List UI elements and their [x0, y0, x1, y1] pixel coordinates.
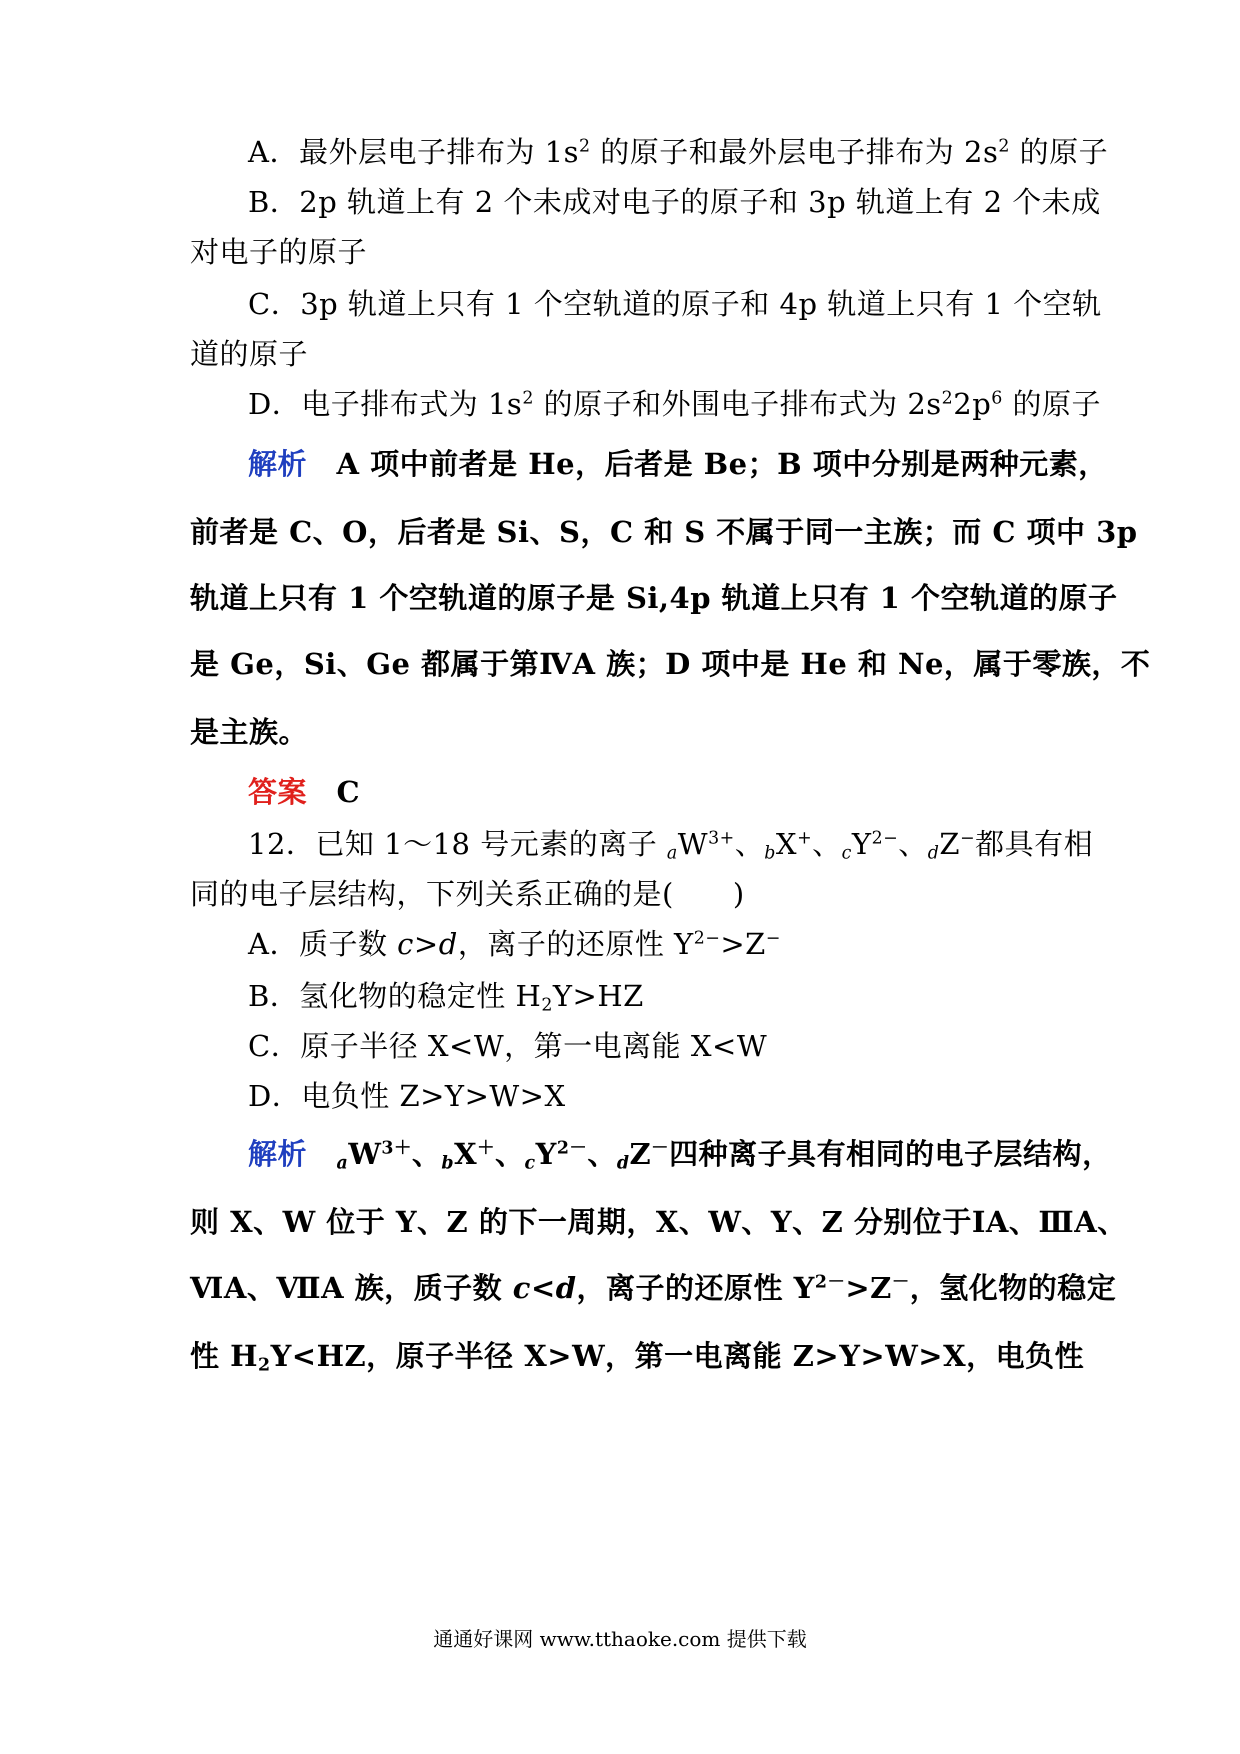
q11-analysis-line5: 是主族。 [190, 715, 309, 749]
q12-option-c: C．原子半径 X<W，第一电离能 X<W [248, 1029, 768, 1063]
analysis-label: 解析 [248, 1137, 308, 1171]
q12-analysis-line2: 则 X、W 位于 Y、Z 的下一周期，X、W、Y、Z 分别位于ⅠA、ⅢA、 [190, 1205, 1127, 1239]
page-footer: 通通好课网 www.tthaoke.com 提供下载 [433, 1627, 807, 1651]
q11-analysis-line3: 轨道上只有 1 个空轨道的原子是 Si,4p 轨道上只有 1 个空轨道的原子 [190, 581, 1118, 615]
q12-stem-line2: 同的电子层结构，下列关系正确的是( ) [190, 877, 745, 911]
q11-option-a: A．最外层电子排布为 $1s^2$ 的原子和最外层电子排布为 $2s^2$ 的原子 [248, 135, 1109, 169]
q11-analysis-line4: 是 Ge，Si、Ge 都属于第ⅣA 族；D 项中是 He 和 Ne，属于零族，不 [190, 647, 1151, 681]
answer-value: C [336, 775, 361, 809]
q11-option-b-line2: 对电子的原子 [190, 235, 368, 269]
q12-stem-line1: 12．已知 1～18 号元素的离子 $aW^{3+}$、bX+、$cY^{2-}$、dZ−都具有相 [248, 827, 1094, 864]
q12-analysis-line1: 解析 $aW^{3+}$、bX＋、$cY^{2-}$、dZ－四种离子具有相同的电子层结构， [248, 1137, 1112, 1174]
q12-option-a: A．质子数 c>d，离子的还原性 $Y^{2-}>Z^-$ [248, 927, 781, 961]
q12-analysis-line3: ⅥA、ⅦA 族，质子数 c<d，离子的还原性 $Y^{2-}>Z^-$，氢化物的稳定 [190, 1271, 1117, 1305]
q11-option-c-line1: C．3p 轨道上只有 1 个空轨道的原子和 4p 轨道上只有 1 个空轨 [248, 287, 1102, 321]
q12-option-b: B．氢化物的稳定性 $H_2Y>HZ$ [248, 979, 644, 1016]
q11-option-b-line1: B．2p 轨道上有 2 个未成对电子的原子和 3p 轨道上有 2 个未成 [248, 185, 1101, 219]
q12-option-d: D．电负性 Z>Y>W>X [248, 1079, 566, 1113]
analysis-label: 解析 [248, 447, 308, 481]
answer-label: 答案 [248, 775, 308, 809]
q11-option-c-line2: 道的原子 [190, 337, 309, 371]
q11-option-d: D．电子排布式为 $1s^2$ 的原子和外围电子排布式为 $2s^22p^6$ 的原子 [248, 387, 1102, 421]
q11-analysis-line1: 解析 A 项中前者是 He，后者是 Be；B 项中分别是两种元素， [248, 447, 1108, 481]
q11-analysis-line2: 前者是 C、O，后者是 Si、S，C 和 S 不属于同一主族；而 C 项中 3p [190, 515, 1138, 549]
q12-analysis-line4: 性 $H_2Y<HZ$，原子半径 X>W，第一电离能 Z>Y>W>X，电负性 [190, 1339, 1085, 1376]
q11-answer [248, 772, 1060, 812]
